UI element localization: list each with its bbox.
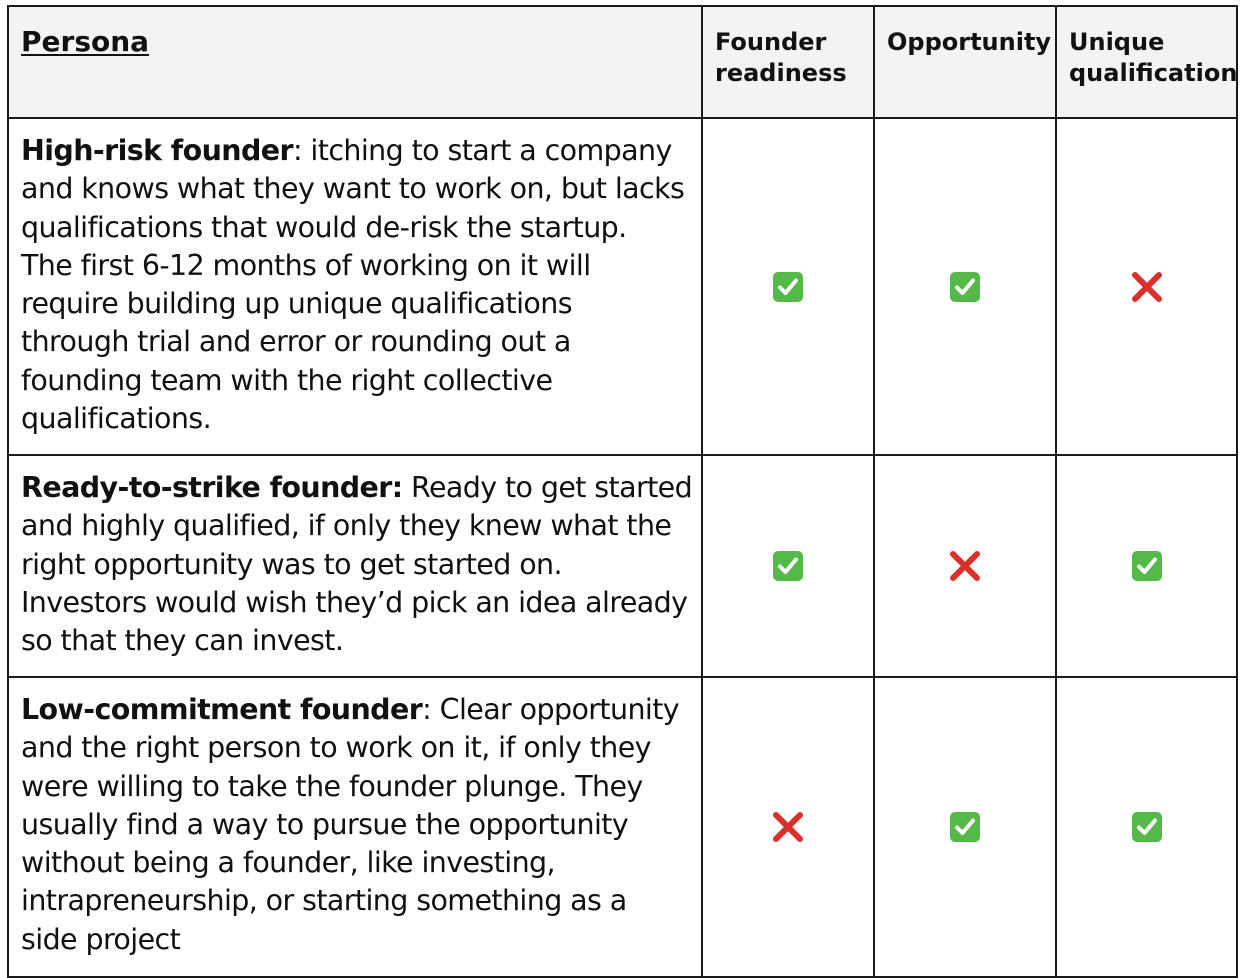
persona-description-line: right opportunity was to get started on. (21, 547, 562, 581)
white-check-mark-icon (773, 551, 803, 581)
persona-title: Ready-to-strike founder: (21, 471, 403, 504)
persona-description-high-risk-founder: High-risk founder: itching to start a company and knows what they want to work on, but lacks qualifications that would de-risk the startup. The first 6-12 months of working on it will require building up unique qualifications through trial and error or rounding out a founding team with the right collective qualifications. (8, 118, 702, 455)
white-check-mark-icon (950, 272, 980, 302)
header-opportunity: Opportunity (874, 6, 1056, 118)
cross-mark-icon (948, 549, 982, 583)
opportunity-cell (874, 455, 1056, 677)
persona-description-line: were willing to take the founder plunge. They (21, 769, 643, 803)
unique-qualification-cell (1056, 677, 1237, 977)
persona-description-line: Ready to get started (411, 471, 693, 504)
founder-readiness-cell (702, 677, 874, 977)
table-row (8, 677, 1237, 977)
persona-description-line: require building up unique qualifications (21, 287, 572, 321)
persona-description-line: usually find a way to pursue the opportunity (21, 807, 629, 841)
unique-qualification-cell (1056, 118, 1237, 455)
persona-title: High-risk founder (21, 134, 293, 167)
white-check-mark-icon (1132, 551, 1162, 581)
persona-description-line: qualifications. (21, 402, 212, 436)
opportunity-cell (874, 118, 1056, 455)
unique-qualification-cell (1056, 455, 1237, 677)
persona-description-line: without being a founder, like investing, (21, 846, 555, 880)
header-unique-qualification: Unique qualification (1056, 6, 1237, 118)
founder-readiness-cell (702, 118, 874, 455)
opportunity-cell (874, 677, 1056, 977)
persona-description-low-commitment-founder: Low-commitment founder: Clear opportunity and the right person to work on it, if only they were willing to take the founder plunge. They usually find a way to pursue the opportunity without being a founder, like investing, intrapreneurship, or starting something as a side project (8, 677, 702, 977)
white-check-mark-icon (773, 272, 803, 302)
persona-description-line: qualifications that would de-risk the startup. (21, 210, 627, 244)
persona-description-line: The first 6-12 months of working on it will (21, 248, 591, 282)
cross-mark-icon (1130, 270, 1164, 304)
persona-description-line: intrapreneurship, or starting something as a (21, 884, 627, 918)
persona-description-line: and highly qualified, if only they knew what the (21, 509, 672, 543)
founder-readiness-cell (702, 455, 874, 677)
persona-description-line: Investors would wish they’d pick an idea already (21, 585, 688, 619)
header-row (8, 6, 1237, 118)
persona-description-line: through trial and error or rounding out a (21, 325, 571, 359)
table-row (8, 118, 1237, 455)
persona-description-line: and knows what they want to work on, but lacks (21, 172, 685, 206)
cross-mark-icon (771, 810, 805, 844)
header-founder-readiness: Founder readiness (702, 6, 874, 118)
white-check-mark-icon (950, 812, 980, 842)
table-row (8, 455, 1237, 677)
white-check-mark-icon (1132, 812, 1162, 842)
persona-description-line: Clear opportunity (439, 693, 680, 726)
persona-description-line: so that they can invest. (21, 624, 344, 658)
persona-description-line: and the right person to work on it, if only they (21, 731, 651, 765)
persona-description-line: side project (21, 922, 181, 956)
persona-title: Low-commitment founder (21, 693, 423, 726)
header-persona: Persona (8, 6, 702, 118)
persona-description-line: itching to start a company (310, 134, 672, 167)
persona-table (7, 5, 1238, 978)
persona-description-ready-to-strike-founder (8, 455, 702, 677)
persona-description-line: founding team with the right collective (21, 363, 553, 397)
